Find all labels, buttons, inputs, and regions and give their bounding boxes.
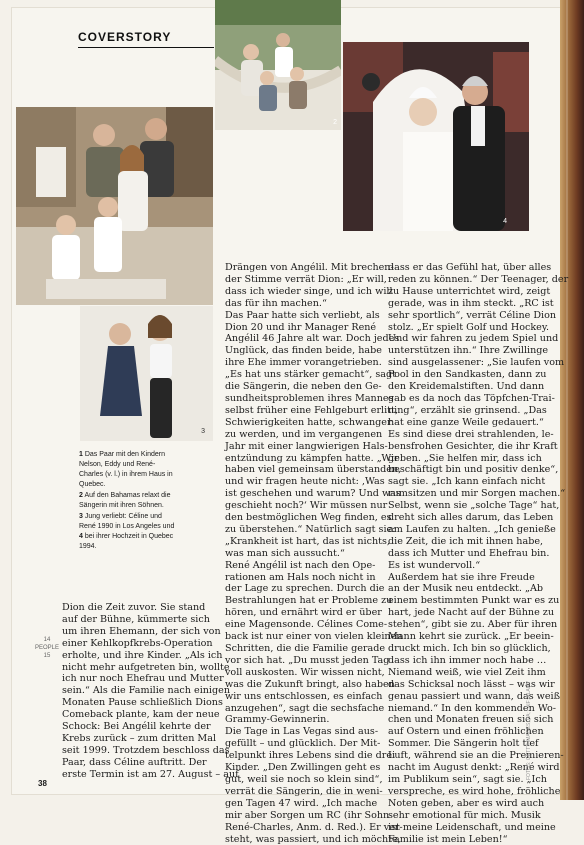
caption-3-text: Jung verliebt: Céline und René 1990 in Los Angeles und (79, 513, 175, 530)
photo-1990-la (80, 306, 213, 441)
page-number: 38 (38, 779, 47, 788)
header-rule (78, 47, 214, 48)
caption-3-number: 3 (79, 513, 83, 520)
caption-4-text: bei ihrer Hochzeit in Quebec 1994. (79, 533, 174, 550)
photo-number-2: 2 (333, 119, 337, 126)
photo-number-4: 4 (503, 218, 507, 225)
photo-family-home (16, 107, 213, 305)
side-label-bottom: 15 (43, 653, 51, 659)
article-column-left: Dion die Zeit zuvor. Sie stand auf der Bühne, kümmerte sich um ihren Ehemann, der sich von einer Kehlkopfkrebs-Operation erholte, und ihre Kinder. „Als ich nicht mehr aufgetreten bin, wollte ich nur noch Ehefrau und Mutter sein.“ Als die Familie nach einigen Monaten Pause schließlich Dions Comeback plante, kam der neue Schock: Bei Angélil kehrte der Krebs zurück – zum dritten Mal seit 1999. Trotzdem beschloss das Paar, dass Céline auftritt. Der erste Termin ist am 27. August – auf (62, 602, 239, 780)
photo-bahamas-illustration (215, 0, 341, 130)
caption-2 (79, 491, 179, 511)
caption-1-number: 1 (79, 451, 83, 458)
photo-wedding-illustration (343, 42, 529, 231)
caption-4-number: 4 (79, 533, 83, 540)
photo-1990-la-illustration (80, 306, 213, 441)
caption-1-text: Das Paar mit den Kindern Nelson, Eddy und René-Charles (v. l.) in ihrem Haus in Quebec. (79, 451, 173, 488)
side-label-magazine: PEOPLE (35, 645, 60, 651)
photo-wedding (343, 42, 529, 231)
photo-family-home-illustration (16, 107, 213, 305)
caption-3 (79, 512, 179, 552)
caption-2-number: 2 (79, 492, 83, 499)
section-header: COVERSTORY (78, 30, 172, 44)
photo-captions (79, 450, 179, 580)
photo-credits: FOTOS: GETTY IMAGES; PA; LAIF; ALAMY (526, 680, 532, 780)
article-column-right: dass er das Gefühl hat, über alles reden zu können.“ Der Teenager, der zu Hause unterrichtet wird, zeigt gerade, was in ihm steckt. „RC ist sehr sportlich“, verrät Céline Dion stolz. „Er spielt Golf und Hockey. Und wir fahren zu jedem Spiel und unterstützen ihn.“ Ihre Zwillinge sind ausgelassener: „Sie laufen vom Pool in den Sandkasten, dann zu den Kreidemalstiften. Und dann gab es da noch das Töpfchen-Trai- ning“, erzählt sie grinsend. „Das hat eine ganze Weile gedauert.“ Es sind diese drei strahlenden, le- bensfrohen Gesichter, die ihr Kraft geben. „Sie helfen mir, dass ich beschäftigt bin und positiv denke“, sagt sie. „Ich kann einfach nicht rumsitzen und mir Sorgen machen.“ Selbst, wenn sie „solche Tage“ hat, dreht sich alles darum, das Leben am Laufen zu halten. „Ich genieße die Zeit, die ich mit ihnen habe, dass ich Mutter und Ehefrau bin. Es ist wundervoll.“ Außerdem hat sie ihre Freude an der Musik neu entdeckt. „Ab einem bestimmten Punkt war es zu hart, jede Nacht auf der Bühne zu stehen“, gibt sie zu. Aber für ihren Mann kehrt sie zurück. „Er beein- druckt mich. Ich bin so glücklich, dass ich ihn immer noch habe … Niemand weiß, wie viel Zeit ihm das Schicksal noch lässt – was wir genau passiert und wann, das weiß niemand.“ In den kommenden Wo- chen und Monaten freuen sie sich auf Ostern und einen fröhlichen Sommer. Die Sängerin holt tief Luft, während sie an die Premieren- nacht im August denkt: „René wird im Publikum sein“, sagt sie. „Ich verspreche, es wird hohe, fröhliche Noten geben, aber es wird auch sehr emotional für mich. Musik ist meine Leidenschaft, und meine Familie ist mein Leben!“ (388, 262, 569, 845)
caption-2-text: Auf den Bahamas relaxt die Sängerin mit ihren Söhnen. (79, 492, 171, 509)
photo-number-3: 3 (201, 428, 205, 435)
side-label-top: 14 (43, 637, 51, 643)
caption-1 (79, 450, 179, 490)
photo-bahamas (215, 0, 341, 130)
article-column-middle: Drängen von Angélil. Mit brechen- der Stimme verrät Dion: „Er will, dass ich wieder singe, und ich will das für ihn machen.“ Das Paar hatte sich verliebt, als Dion 20 und ihr Manager René Angélil 46 Jahre alt war. Doch jedes Unglück, das finden beide, habe ihre Ehe immer vorangetrieben. „Es hat uns stärker gemacht“, sagt die Sängerin, die neben den Ge- sundheitsproblemen ihres Mannes selbst früher eine Fehlgeburt erlitt, Schwierigkeiten hatte, schwanger zu werden, und im vergangenen Jahr mit einer langwierigen Hals- entzündung zu kämpfen hatte. „Wir haben viel gemeinsam überstanden, und wir fragen heute nicht: ‚Was ist geschehen und warum? Und was geschieht noch?‘ Wir müssen nur den bestmöglichen Weg finden, es zu überstehen.“ Natürlich sagt sie: „Krankheit ist hart, das ist nichts, was man sich aussucht.“ René Angélil ist nach den Ope- rationen am Hals noch nicht in der Lage zu sprechen. Durch die Bestrahlungen hat er Probleme zu hören, und ernährt wird er über eine Magensonde. Célines Come- back ist nur einer von vielen kleinen Schritten, die die Familie gerade vor sich hat. „Du musst jeden Tag voll auskosten. Wir wissen nicht, was die Zukunft bringt, also haben wir uns entschlossen, es einfach anzugehen“, sagt die sechsfache Grammy-Gewinnerin. Die Tage in Las Vegas sind aus- gefüllt – und glücklich. Der Mit- telpunkt ihres Lebens sind die drei Kinder. „Den Zwillingen geht es gut, weil sie noch so klein sind“, verrät die Sängerin, die in weni- gen Tagen 47 wird. „Ich mache mir aber Sorgen um RC (ihr Sohn René-Charles, Anm. d. Red.). Er ver- steht, was passiert, und ich möchte, (225, 262, 403, 845)
side-page-label (35, 636, 59, 660)
